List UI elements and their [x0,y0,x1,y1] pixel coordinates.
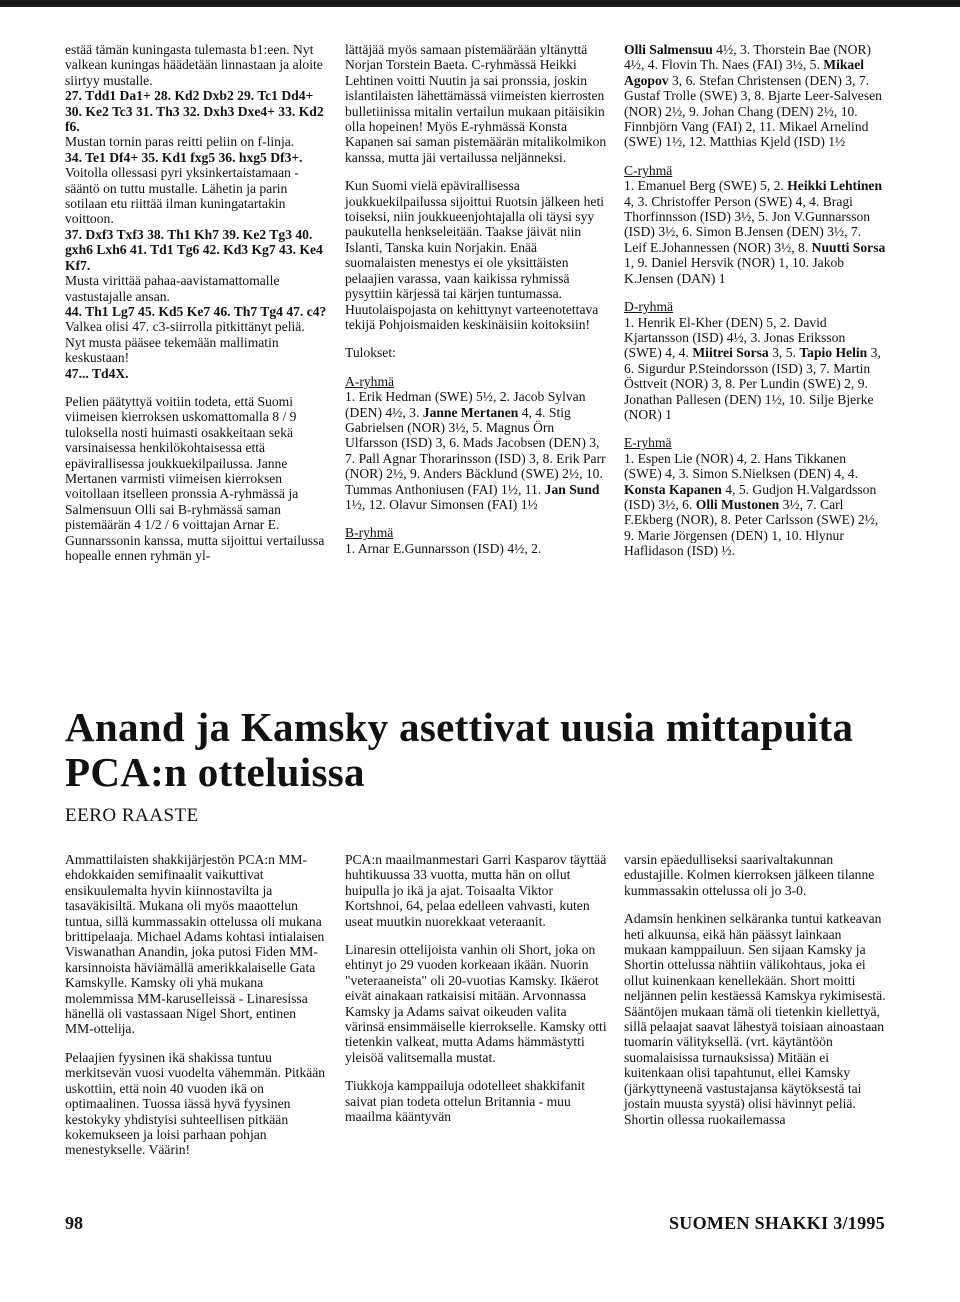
group-c-heading: C-ryhmä [624,162,673,178]
group-b-results [624,42,886,150]
chess-moves: 27. Tdd1 Da1+ 28. Kd2 Dxb2 29. Tc1 Dd4+ 30. Ke2 Tc3 31. Th3 32. Dxh3 Dxe4+ 33. Kd2 f6. [65,88,324,135]
group-a-heading: A-ryhmä [345,373,395,389]
article-byline: EERO RAASTE [65,805,199,826]
player-name: Konsta Kapanen [624,481,722,497]
paragraph: Musta virittää pahaa-aavistamattomalle vastustajalle ansan. [65,273,280,304]
results-text: 3, 5. [768,345,800,361]
top-rule [0,0,960,7]
chess-moves: 34. Te1 Df4+ 35. Kd1 fxg5 36. hxg5 Df3+. [65,149,303,165]
player-name: Tapio Helin [799,345,868,361]
results-text: 3½, 7. Carl F.Ekberg (NOR), 8. Peter Carlsson (SWE) 2½, 9. Marie Jörgensen (DEN) 1, 10. Hlynur Haflidason (ISD) ½. [624,496,879,559]
player-name: Jan Sund [544,481,600,497]
results-text: 3, 6. Stefan Christensen (DEN) 3, 7. Gustaf Trolle (SWE) 3, 8. Bjarte Leer-Salvesen (NOR) 2½, 9. Johan Chang (DEN) 2½, 10. Finnbjörn Vang (FAI) 2, 11. Mikael Arnelind (SWE) 1½, 12. Matthias Kjeld (ISD) 1½ [624,72,882,150]
results-text: 1. Espen Lie (NOR) 4, 2. Hans Tikkanen (SWE) 4, 3. Simon S.Nielksen (DEN) 4, 4. [624,450,859,482]
results-text: 4½, 3. Thorstein Bae (NOR) 4½, 4. Flovin Th. Naes (FAI) 3½, 5. [624,42,872,73]
chess-moves: 37. Dxf3 Txf3 38. Th1 Kh7 39. Ke2 Tg3 40. gxh6 Lxh6 41. Td1 Tg6 42. Kd3 Kg7 43. Ke4 Kf7. [65,226,323,273]
paragraph: varsin epäedulliseksi saarivaltakunnan edustajille. Kolmen kierroksen jälkeen tilanne kummassakin ottelussa oli jo 3-0. [624,852,875,898]
results-text: 1½, 12. Olavur Simonsen (FAI) 1½ [345,496,538,512]
results-text: 1. Emanuel Berg (SWE) 5, 2. [624,178,788,194]
paragraph: Kun Suomi vielä epävirallisessa joukkuekilpailussa sijoittui Ruotsin jälkeen heti toiseksi, niin joukkueenjohtajalla oli täysi syy paukutella henkseleitään. Taakse jäivät niin Islanti, Tanska kuin Norjakin. Enää suomalaisten menestys ei ole yksittäisten pelaajien varassa, vaan kaikissa ryhmissä pysyttiin kärjessä tai kärjen tuntumassa. Huutolaispojasta on kehittynyt varteenotettava tekijä Pohjoismaiden keskinäisiin koitoksiin! [345,178,605,332]
column-6 [624,852,886,1127]
group-d-heading: D-ryhmä [624,299,674,315]
paragraph: Voitolla ollessasi pyri yksinkertaistamaan -sääntö on tuttu mustalle. Lähetin ja parin sotilaan etu riittää ilman kuningatartakin voittoon. [65,165,299,227]
paragraph: Mustan tornin paras reitti peliin on f-linja. [65,134,295,150]
paragraph: lättäjää myös samaan pistemäärään yltänyttä Norjan Torstein Baeta. C-ryhmässä Heikki Lehtinen voitti Nuutin ja sai pronssia, joskin islantilaisten lähettämässä viimeisten kierrosten bulletiinissa mitalin vertailun mukaan pitäisikin olla hopeinen! Myös E-ryhmässä Konsta Kapanen sai saman pistemäärän mitalikolmikon kanssa, mutta jäi vertailussa neljänneksi. [345,42,607,165]
results-text: 4, 5. Gudjon H.Valgardsson (ISD) 3½, 6. [624,481,877,512]
player-name: Mikael Agopov [624,57,865,88]
group-d-results [624,315,886,423]
results-text: 4, 3. Christoffer Person (SWE) 4, 4. Bragi Thorfinnsson (ISD) 3½, 5. Jon V.Gunnarsson (ISD) 3½, 6. Simon B.Jensen (DEN) 3½, 7. Leif E.Johannessen (NOR) 3½, 8. [624,193,871,255]
results-text: 4, 4. Stig Gabrielsen (NOR) 3½, 5. Magnus Örn Ulfarsson (ISD) 3, 6. Mads Jacobsen (DEN) 3, 7. Pall Agnar Thorarinsson (ISD) 3, 8. Erik Parr (NOR) 2½, 9. Anders Bäcklund (SWE) 2½, 10. Tummas Anthoniusen (FAI) 1½, 11. [345,404,606,497]
player-name: Olli Mustonen [695,496,780,512]
paragraph: Ammattilaisten shakkijärjestön PCA:n MM-ehdokkaiden semifinaalit vaikuttivat ensikuulemalta hyvin kiinnostavilta ja tasaväkisiltä. Mukana oli myös maaottelun tuntua, sillä kummassakin ottelussa oli mukana brittipelaaja. Michael Adams kohtasi intialaisen Viswanathan Anandin, joka putosi Fiden MM-karsinnoista häviämällä amerikkalaiselle Gata Kamskylle. Kamsky oli yhä mukana molemmissa MM-karuselleissä - Linaresissa hänellä oli vastassaan Nigel Short, entinen MM-ottelija. [65,852,325,1037]
group-e-results [624,451,886,559]
paragraph: PCA:n maailmanmestari Garri Kasparov täyttää huhtikuussa 33 vuotta, mutta hän on ollut huipulla jo ikä ja ajat. Toisaalta Viktor Kortshnoi, 64, pelaa edelleen vahvasti, kuten useat muutkin nuorekkaat veteraanit. [345,852,607,929]
player-name: Heikki Lehtinen [787,178,883,194]
column-2 [345,42,607,556]
column-3 [624,42,886,559]
chess-moves: 44. Th1 Lg7 45. Kd5 Ke7 46. Th7 Tg4 47. c4? [65,303,327,319]
paragraph: Adamsin henkinen selkäranka tuntui katkeavan heti alkuunsa, eikä hän päässyt lainkaan mukaan kamppailuun. Sen sijaan Kamsky ja Shortin ottelussa nähtiin välikohtaus, joka ei ollut kuinenkaan kenellekään. Short moitti neljännen pelin kestäessä Kamskya rykimisestä. Sääntöjen mukaan tämä oli tietenkin kiellettyä, sillä pelaajat saavat lähestyä toisiaan ainoastaan tuomarin välityksellä. (vrt. käytäntöön suomalaisissa turnauksissa) Mitään ei kuitenkaan olisi tapahtunut, ellei Kamsky (järkyttyneenä vastustajansa käytöksestä tai jostain muusta syystä) olisi hävinnyt peliä. Shortin ollessa ruokailemassa [624,911,886,1127]
magazine-issue: SUOMEN SHAKKI 3/1995 [668,1213,885,1233]
results-text: 1, 9. Daniel Hersvik (NOR) 1, 10. Jakob K.Jensen (DAN) 1 [624,255,845,286]
group-b-heading: B-ryhmä [345,525,394,541]
player-name: Olli Salmensuu [624,42,713,57]
player-name: Miitrei Sorsa [692,345,769,361]
group-b-results-start: 1. Arnar E.Gunnarsson (ISD) 4½, 2. [345,540,542,556]
player-name: Janne Mertanen [422,404,519,420]
group-a-results [345,389,607,512]
paragraph: Linaresin ottelijoista vanhin oli Short, joka on ehtinyt jo 29 vuoden korkeaan ikään. Nuorin "veteraaneista" oli 20-vuotias Kamsky. Ikäerot eivät ainakaan ratkaisisi mitään. Arvonnassa Kamsky ja Adams saivat oikeuden valita värinsä ensimmäiselle kierrokselle. Kamsky otti tietenkin valkeat, mutta Adams hämmästytti yleisöä valitsemalla mustat. [345,942,607,1065]
group-c-results [624,178,886,286]
results-text: 1. Henrik El-Kher (DEN) 5, 2. David Kjartansson (ISD) 4½, 3. Jonas Eriksson (SWE) 4, 4. [624,314,846,361]
player-name: Nuutti Sorsa [811,239,886,255]
paragraph: Pelaajien fyysinen ikä shakissa tuntuu merkitsevän vuosi vuodelta vähemmän. Pitkään uskottiin, että noin 40 vuoden ikä on optimaalinen. Tuossa iässä hyvä fyysinen kestokyky yhdistyisi suhteellisen pitkään kokemukseen ja loisi parhaan pohjan menestykselle. Väärin! [65,1049,326,1158]
column-1 [65,42,327,563]
paragraph: Pelien päätyttyä voitiin todeta, että Suomi viimeisen kierroksen uskomattomalla 8 / 9 tuloksella nosti huimasti osakkeitaan sekä varsinaisessa henkilökohtaisessa että epävirallisessa joukkuekilpailussa. Janne Mertanen varmisti viimeisen kierroksen voitollaan itselleen pronssia A-ryhmässä ja Salmensuun Olli sai B-ryhmässä saman pistemäärän 4 1/2 / 6 voittajan Arnar E. Gunnarssonin kanssa, mutta sijoittui vertailussa hopealle ennen ryhmän yl- [65,393,325,563]
chess-moves: 47... Td4X. [65,365,129,381]
column-5 [345,852,607,1125]
results-text: 1. Erik Hedman (SWE) 5½, 2. Jacob Sylvan (DEN) 4½, 3. [345,389,586,420]
group-e-heading: E-ryhmä [624,435,672,451]
page-number: 98 [65,1213,83,1233]
results-heading: Tulokset: [345,345,396,361]
column-4 [65,852,327,1158]
results-text: 3, 6. Sigurdur P.Steindorsson (ISD) 3, 7. Martin Östtveit (NOR) 3, 8. Per Lundin (SWE) 2, 9. Jonathan Pallesen (DEN) 1½, 10. Silje Bjerke (NOR) 1 [624,345,881,422]
paragraph: Tiukkoja kamppailuja odotelleet shakkifanit saivat pian todeta ottelun Britannia - muu maailma kääntyvän [345,1078,585,1125]
paragraph: Valkea olisi 47. c3-siirrolla pitkittänyt peliä. Nyt musta pääsee tekemään mallimatin keskustaan! [65,319,305,366]
paragraph: estää tämän kuningasta tulemasta b1:een. Nyt valkean kuningas häädetään linnastaan ja aloite siirtyy mustalle. [65,42,323,88]
article-headline: Anand ja Kamsky asettivat uusia mittapuita PCA:n otteluissa [65,704,854,795]
